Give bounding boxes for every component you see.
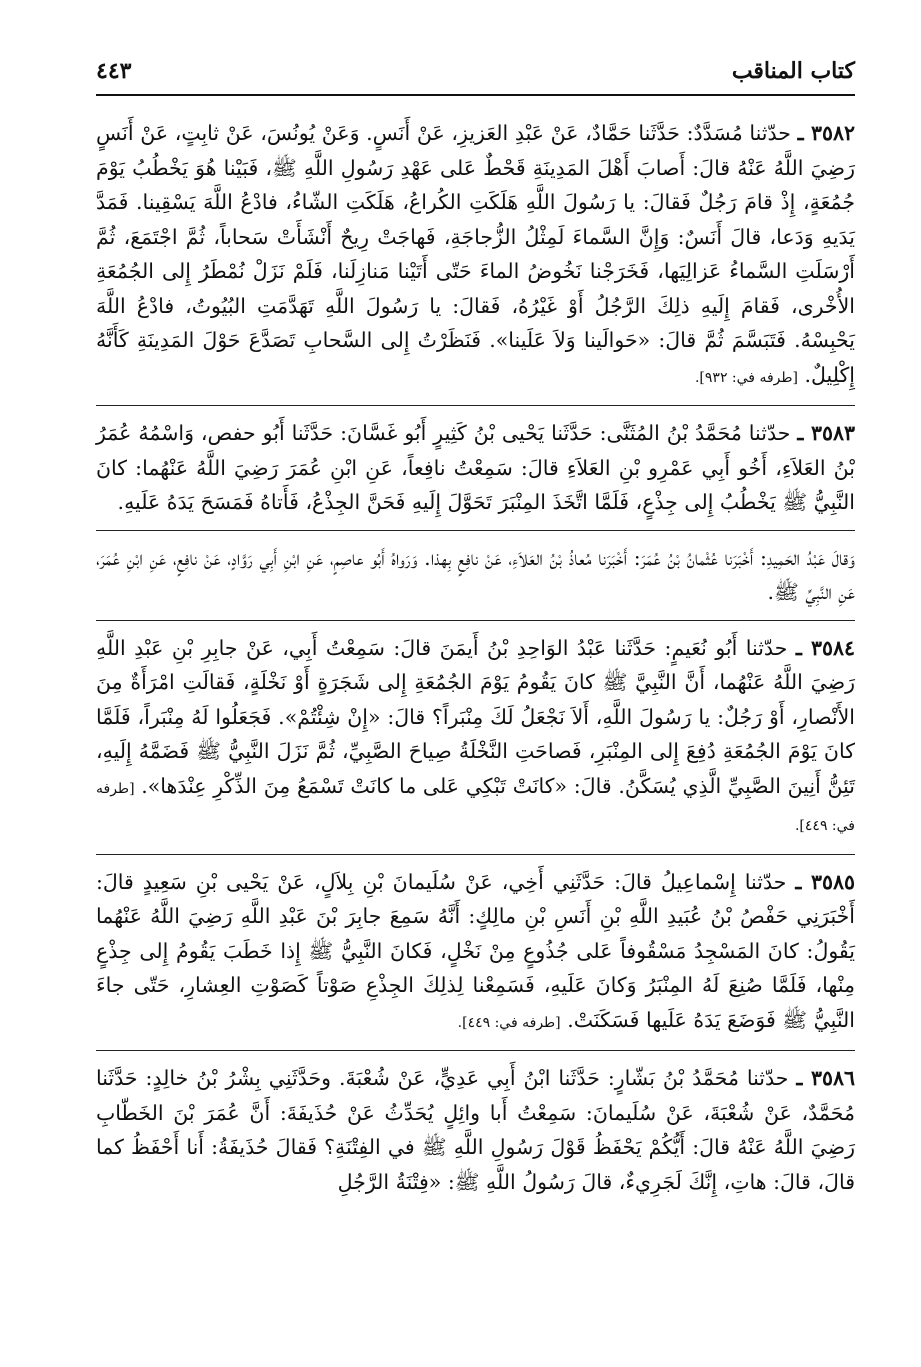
hadith-paragraph xyxy=(96,1061,855,1199)
hadith-reference: [طرفه في: ٩٣٢]. xyxy=(694,369,798,386)
separator xyxy=(96,1050,855,1051)
hadith-text: حدّثنا أَبُو نُعَيمٍ: حَدَّثَنا عَبْدُ الوَاحِدِ بْنُ أَيمَنَ قالَ: سَمِعْتُ أَبِي، عَنْ جابِرِ بْنِ عَبْدِ اللَّهِ رَضِيَ اللَّهُ عَنْهُما، أَنَّ النَّبِيَّ ﷺ كانَ يَقُومُ يَوْمَ الجُمُعَةِ إِلى شَجَرَةٍ أَوْ نَخْلَةٍ، فَقالَتِ امْرَأَةٌ مِنَ الأَنْصارِ، أَوْ رَجُلٌ: يا رَسُولَ اللَّهِ، أَلاَ نَجْعَلُ لَكَ مِنْبَراً؟ قالَ: «إِنْ شِئْتُمْ». فَجَعَلُوا لَهُ مِنْبَراً، فَلَمَّا كانَ يَوْمَ الجُمُعَةِ دُفِعَ إِلى المِنْبَرِ، فَصاحَتِ النَّخْلَةُ صِياحَ الصَّبِيِّ، ثُمَّ نَزَلَ النَّبِيُّ ﷺ فَضَمَّهُ إِلَيهِ، تَئِنُّ أَنِينَ الصَّبِيِّ الَّذِي يُسَكَّنُ. قالَ: «كانَتْ تَبْكِي عَلى ما كانَتْ تَسْمَعُ مِنَ الذِّكْرِ عِنْدَها». xyxy=(96,635,855,798)
hadith-reference: [طرفه في: ٤٤٩]. xyxy=(457,1014,561,1031)
page-number: ٤٤٣ xyxy=(96,58,132,84)
separator xyxy=(96,530,855,531)
hadith-paragraph xyxy=(96,865,855,1041)
hadith-number: ٣٥٨٦ ـ xyxy=(796,1066,855,1090)
hadith-3583 xyxy=(96,416,855,520)
hadith-number: ٣٥٨٥ ـ xyxy=(795,869,855,894)
hadith-paragraph xyxy=(96,116,855,395)
hadith-number: ٣٥٨٢ ـ xyxy=(797,121,855,145)
book-title: كتاب المناقب xyxy=(731,58,855,84)
page-content xyxy=(96,116,855,1209)
hadith-paragraph xyxy=(96,416,855,520)
page-header xyxy=(96,58,855,96)
separator xyxy=(96,854,855,855)
separator xyxy=(96,405,855,406)
hadith-3582 xyxy=(96,116,855,395)
hadith-number: ٣٥٨٤ ـ xyxy=(795,635,855,660)
hadith-text: وَقالَ عَبْدُ الحَمِيدِ: أَخْبَرَنا عُثْمانُ بْنُ عُمَرَ: أَخْبَرَنا مُعاذُ بْنُ العَلاَءِ، عَنْ نافِعٍ بِهذا. وَرَواهُ أَبُو عاصِمٍ، عَنِ ابْنِ أَبِي رَوَّادٍ، عَنْ نافِعٍ، عَنِ ابْنِ عُمَرَ، عَنِ النَّبِيِّ ﷺ. xyxy=(96,545,855,604)
hadith-3585 xyxy=(96,865,855,1041)
hadith-text: حدّثنا إِسْماعِيلُ قالَ: حَدَّثَنِي أَخِي، عَنْ سُلَيمانَ بْنِ بِلاَلٍ، عَنْ يَحْيى بْنِ سَعِيدٍ قالَ: أَخْبَرَنِي حَفْصُ بْنُ عُبَيدِ اللَّهِ بْنِ أَنَسِ بْنِ مالِكٍ: أَنَّهُ سَمِعَ جابِرَ بْنَ عَبْدِ اللَّهِ رَضِيَ اللَّهُ عَنْهُما يَقُولُ: كانَ المَسْجِدُ مَسْقُوفاً عَلى جُذُوعٍ مِنْ نَخْلٍ، فَكانَ النَّبِيُّ ﷺ إِذا خَطَبَ يَقُومُ إِلى جِذْعٍ مِنْها، فَلَمَّا صُنِعَ لَهُ المِنْبَرُ وَكانَ عَلَيهِ، فَسَمِعْنا لِذلِكَ الجِذْعِ صَوْتاً كَصَوْتِ العِشارِ، حَتّى جاءَ النَّبِيُّ ﷺ فَوَضَعَ يَدَهُ عَلَيها فَسَكَنَتْ. xyxy=(96,869,855,1032)
hadith-paragraph xyxy=(96,541,855,610)
hadith-3583-note xyxy=(96,541,855,610)
hadith-3584 xyxy=(96,631,855,844)
hadith-3586 xyxy=(96,1061,855,1199)
hadith-text: حدّثنا مُحَمَّدُ بْنُ بَشّارٍ: حَدَّثَنا ابْنُ أَبِي عَدِيٍّ، عَنْ شُعْبَةَ. وحَدَّثَنِي بِشْرُ بْنُ خالِدٍ: حَدَّثَنا مُحَمَّدٌ، عَنْ شُعْبَةَ، عَنْ سُلَيمانَ: سَمِعْتُ أَبا وائِلٍ يُحَدِّثُ عَنْ حُذَيفَةَ: أَنَّ عُمَرَ بْنَ الخَطّابِ رَضِيَ اللَّهُ عَنْهُ قالَ: أَيُّكُمْ يَحْفَظُ قَوْلَ رَسُولِ اللَّهِ ﷺ في الفِتْنَةِ؟ فَقالَ حُذَيفَةُ: أَنا أَحْفَظُ كما قالَ، قالَ: هاتِ، إِنَّكَ لَجَرِيءٌ، قالَ رَسُولُ اللَّهِ ﷺ: «فِتْنَةُ الرَّجُلِ xyxy=(96,1066,855,1194)
hadith-number: ٣٥٨٣ ـ xyxy=(797,421,855,445)
hadith-reference: [طرفه في: ٤٤٩]. xyxy=(96,780,855,834)
separator xyxy=(96,620,855,621)
hadith-text: حدّثنا مُحَمَّدُ بْنُ المُثَنَّى: حَدَّثَنا يَحْيى بْنُ كَثِيرٍ أَبُو غَسَّانَ: حَدَّثَنا أَبُو حفص، وَاسْمُهُ عُمَرُ بْنُ العَلاَءِ، أَخُو أَبِي عَمْرِو بْنِ العَلاَءِ قالَ: سَمِعْتُ نافِعاً، عَنِ ابْنِ عُمَرَ رَضِيَ اللَّهُ عَنْهُما: كانَ النَّبِيُّ ﷺ يَخْطُبُ إِلى جِذْعٍ، فَلَمَّا اتَّخَذَ المِنْبَرَ تَحَوَّلَ إِلَيهِ فَحَنَّ الجِذْعُ، فَأَتاهُ فَمَسَحَ يَدَهُ عَلَيهِ. xyxy=(96,421,855,514)
hadith-paragraph xyxy=(96,631,855,844)
hadith-text: حدّثنا مُسَدَّدٌ: حَدَّثَنا حَمَّادٌ، عَنْ عَبْدِ العَزيزِ، عَنْ أَنَسٍ. وَعَنْ يُونُسَ، عَنْ ثابِتٍ، عَنْ أَنَسٍ رَضِيَ اللَّهُ عَنْهُ قالَ: أَصابَ أَهْلَ المَدِينَةِ قَحْطٌ عَلى عَهْدِ رَسُولِ اللَّهِ ﷺ، فَبَيْنا هُوَ يَخْطُبُ يَوْمَ جُمُعَةٍ، إِذْ قامَ رَجُلٌ فَقالَ: يا رَسُولَ اللَّهِ هَلَكَتِ الكُراعُ، هَلَكَتِ الشّاءُ، فادْعُ اللَّهَ يَسْقِينا. فَمَدَّ يَدَيهِ وَدَعا، قالَ أَنَسٌ: وَإِنَّ السَّماءَ لَمِثْلُ الزُّجاجَةِ، فَهاجَتْ رِيحٌ أَنْشَأَتْ سَحاباً، ثُمَّ اجْتَمَعَ، ثُمَّ أَرْسَلَتِ السَّماءُ عَزالِيَها، فَخَرَجْنا نَخُوضُ الماءَ حَتّى أَتَيْنا مَنازِلَنا، فَلَمْ نَزَلْ نُمْطَرُ إِلى الجُمُعَةِ الأُخْرى، فَقامَ إِلَيهِ ذلِكَ الرَّجُلُ أَوْ غَيْرُهُ، فَقالَ: يا رَسُولَ اللَّهِ تَهَدَّمَتِ البُيُوتُ، فادْعُ اللَّهَ يَحْبِسْهُ. فَتَبَسَّمَ ثُمَّ قالَ: «حَوالَينا وَلاَ عَلَينا». فَنَظَرْتُ إِلى السَّحابِ تَصَدَّعَ حَوْلَ المَدِينَةِ كَأَنَّهُ إِكْلِيلٌ. xyxy=(96,121,855,387)
